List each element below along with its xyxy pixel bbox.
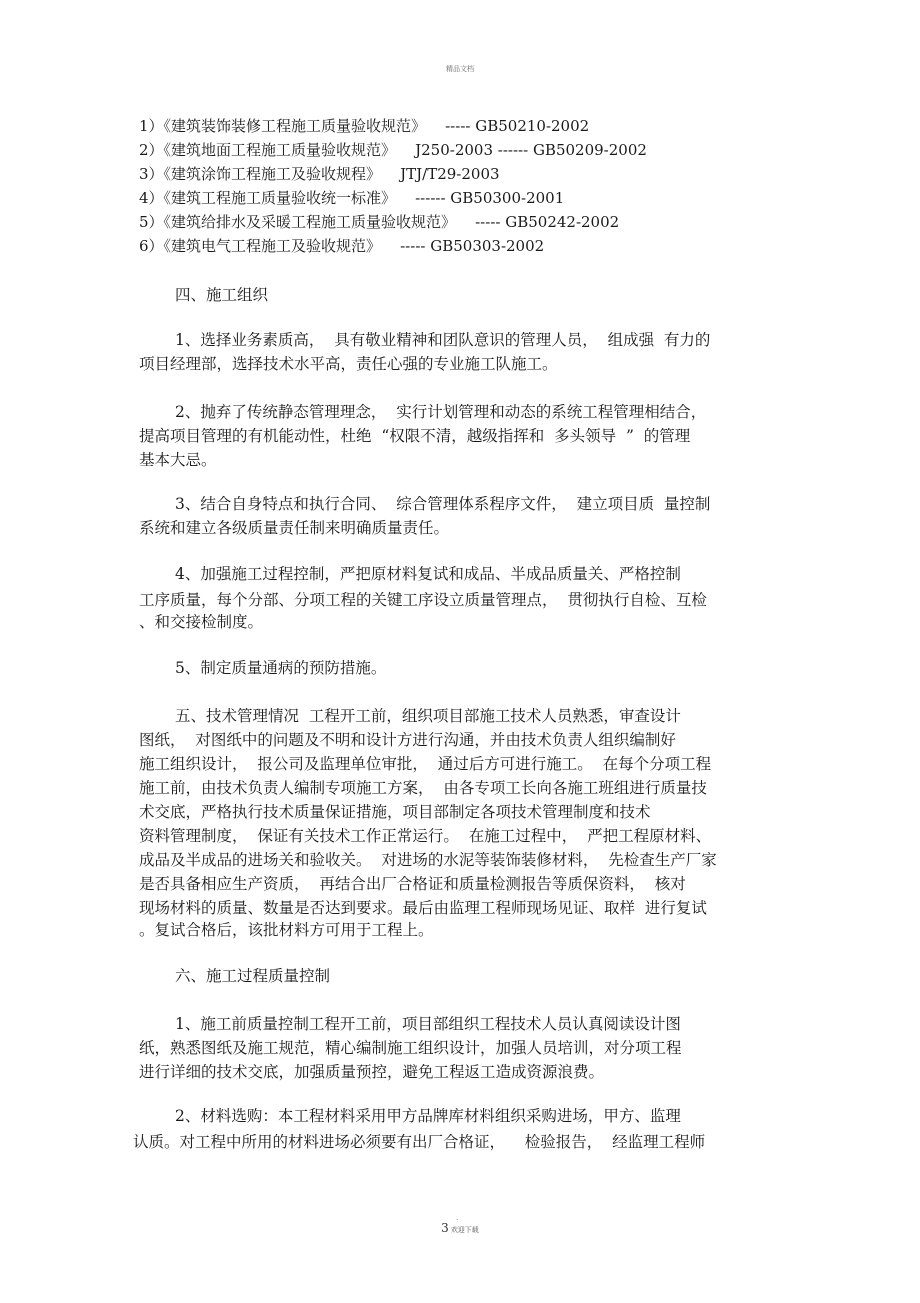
section-heading: 四、施工组织 xyxy=(175,286,269,304)
body-line: 系统和建立各级质量责任制来明确质量责任。 xyxy=(139,519,450,537)
body-line: 纸，熟悉图纸及施工规范，精心编制施工组织设计，加强人员培训，对分项工程 xyxy=(139,1039,682,1057)
body-line: 3、结合自身特点和执行合同、 综合管理体系程序文件， 建立项目质 量控制 xyxy=(175,495,711,513)
body-line: 现场材料的质量、数量是否达到要求。最后由监理工程师现场见证、取样 进行复试 xyxy=(139,899,707,917)
body-line: 认质。对工程中所用的材料进场必须要有出厂合格证， 检验报告， 经监理工程师 xyxy=(133,1133,706,1151)
body-line: 基本大忌。 xyxy=(139,451,217,469)
body-line: 。复试合格后，该批材料方可用于工程上。 xyxy=(139,921,434,939)
body-line: 进行详细的技术交底，加强质量预控，避免工程返工造成资源浪费。 xyxy=(139,1063,605,1081)
page-header: 精品文档 xyxy=(446,65,474,73)
body-line: 是否具备相应生产资质， 再结合出厂合格证和质量检测报告等质保资料， 核对 xyxy=(139,875,686,893)
section-heading: 六、施工过程质量控制 xyxy=(175,967,331,985)
body-line: 图纸， 对图纸中的问题及不明和设计方进行沟通，并由技术负责人组织编制好 xyxy=(139,731,676,749)
footer-note: 欢迎下载 xyxy=(450,1226,479,1234)
body-line: 工序质量，每个分部、分项工程的关键工序设立质量管理点， 贯彻执行自检、互检 xyxy=(139,591,707,609)
reference-item: 2）《建筑地面工程施工质量验收规范》 J250-2003 ------ GB50209-2002 xyxy=(139,141,647,159)
reference-item: 3）《建筑涂饰工程施工及验收规程》 JTJ/T29-2003 xyxy=(139,165,500,183)
body-line: 5、制定质量通病的预防措施。 xyxy=(175,659,387,677)
body-line: 1、施工前质量控制工程开工前，项目部组织工程技术人员认真阅读设计图 xyxy=(175,1015,681,1033)
body-line: 资料管理制度， 保证有关技术工作正常运行。 在施工过程中， 严把工程原材料、 xyxy=(139,827,712,845)
body-line: 施工组织设计， 报公司及监理单位审批， 通过后方可进行施工。 在每个分项工程 xyxy=(139,755,712,773)
body-line: 、和交接检制度。 xyxy=(139,613,264,631)
body-line: 1、选择业务素质高， 具有敬业精神和团队意识的管理人员， 组成强 有力的 xyxy=(175,331,711,349)
body-line: 项目经理部，选择技术水平高，责任心强的专业施工队施工。 xyxy=(139,355,558,373)
body-line: 成品及半成品的进场关和验收关。 对进场的水泥等装饰装修材料， 先检查生产厂家 xyxy=(139,851,717,869)
section-heading: 五、技术管理情况 工程开工前，组织项目部施工技术人员熟悉，审查设计 xyxy=(175,707,681,725)
reference-item: 5）《建筑给排水及采暖工程施工质量验收规范》 ----- GB50242-2002 xyxy=(139,213,620,231)
body-line: 2、抛弃了传统静态管理理念， 实行计划管理和动态的系统工程管理相结合， xyxy=(175,403,707,421)
body-line: 2、材料选购：本工程材料采用甲方品牌库材料组织采购进场，甲方、监理 xyxy=(175,1107,681,1125)
footer-dot: . xyxy=(456,1213,459,1222)
reference-item: 1）《建筑装饰装修工程施工质量验收规范》 ----- GB50210-2002 xyxy=(139,117,590,135)
reference-item: 6）《建筑电气工程施工及验收规范》 ----- GB50303-2002 xyxy=(139,237,545,255)
body-line: 施工前，由技术负责人编制专项施工方案， 由各专项工长向各施工班组进行质量技 xyxy=(139,779,707,797)
reference-item: 4）《建筑工程施工质量验收统一标准》 ------ GB50300-2001 xyxy=(139,189,565,207)
body-line: 术交底，严格执行技术质量保证措施，项目部制定各项技术管理制度和技术 xyxy=(139,803,651,821)
page-number: 3 xyxy=(441,1221,449,1235)
body-line: 4、加强施工过程控制，严把原材料复试和成品、半成品质量关、严格控制 xyxy=(175,565,681,583)
body-line: 提高项目管理的有机能动性，杜绝 “权限不清，越级指挥和 多头领导 ” 的管理 xyxy=(139,427,691,445)
page-footer xyxy=(0,1221,920,1235)
